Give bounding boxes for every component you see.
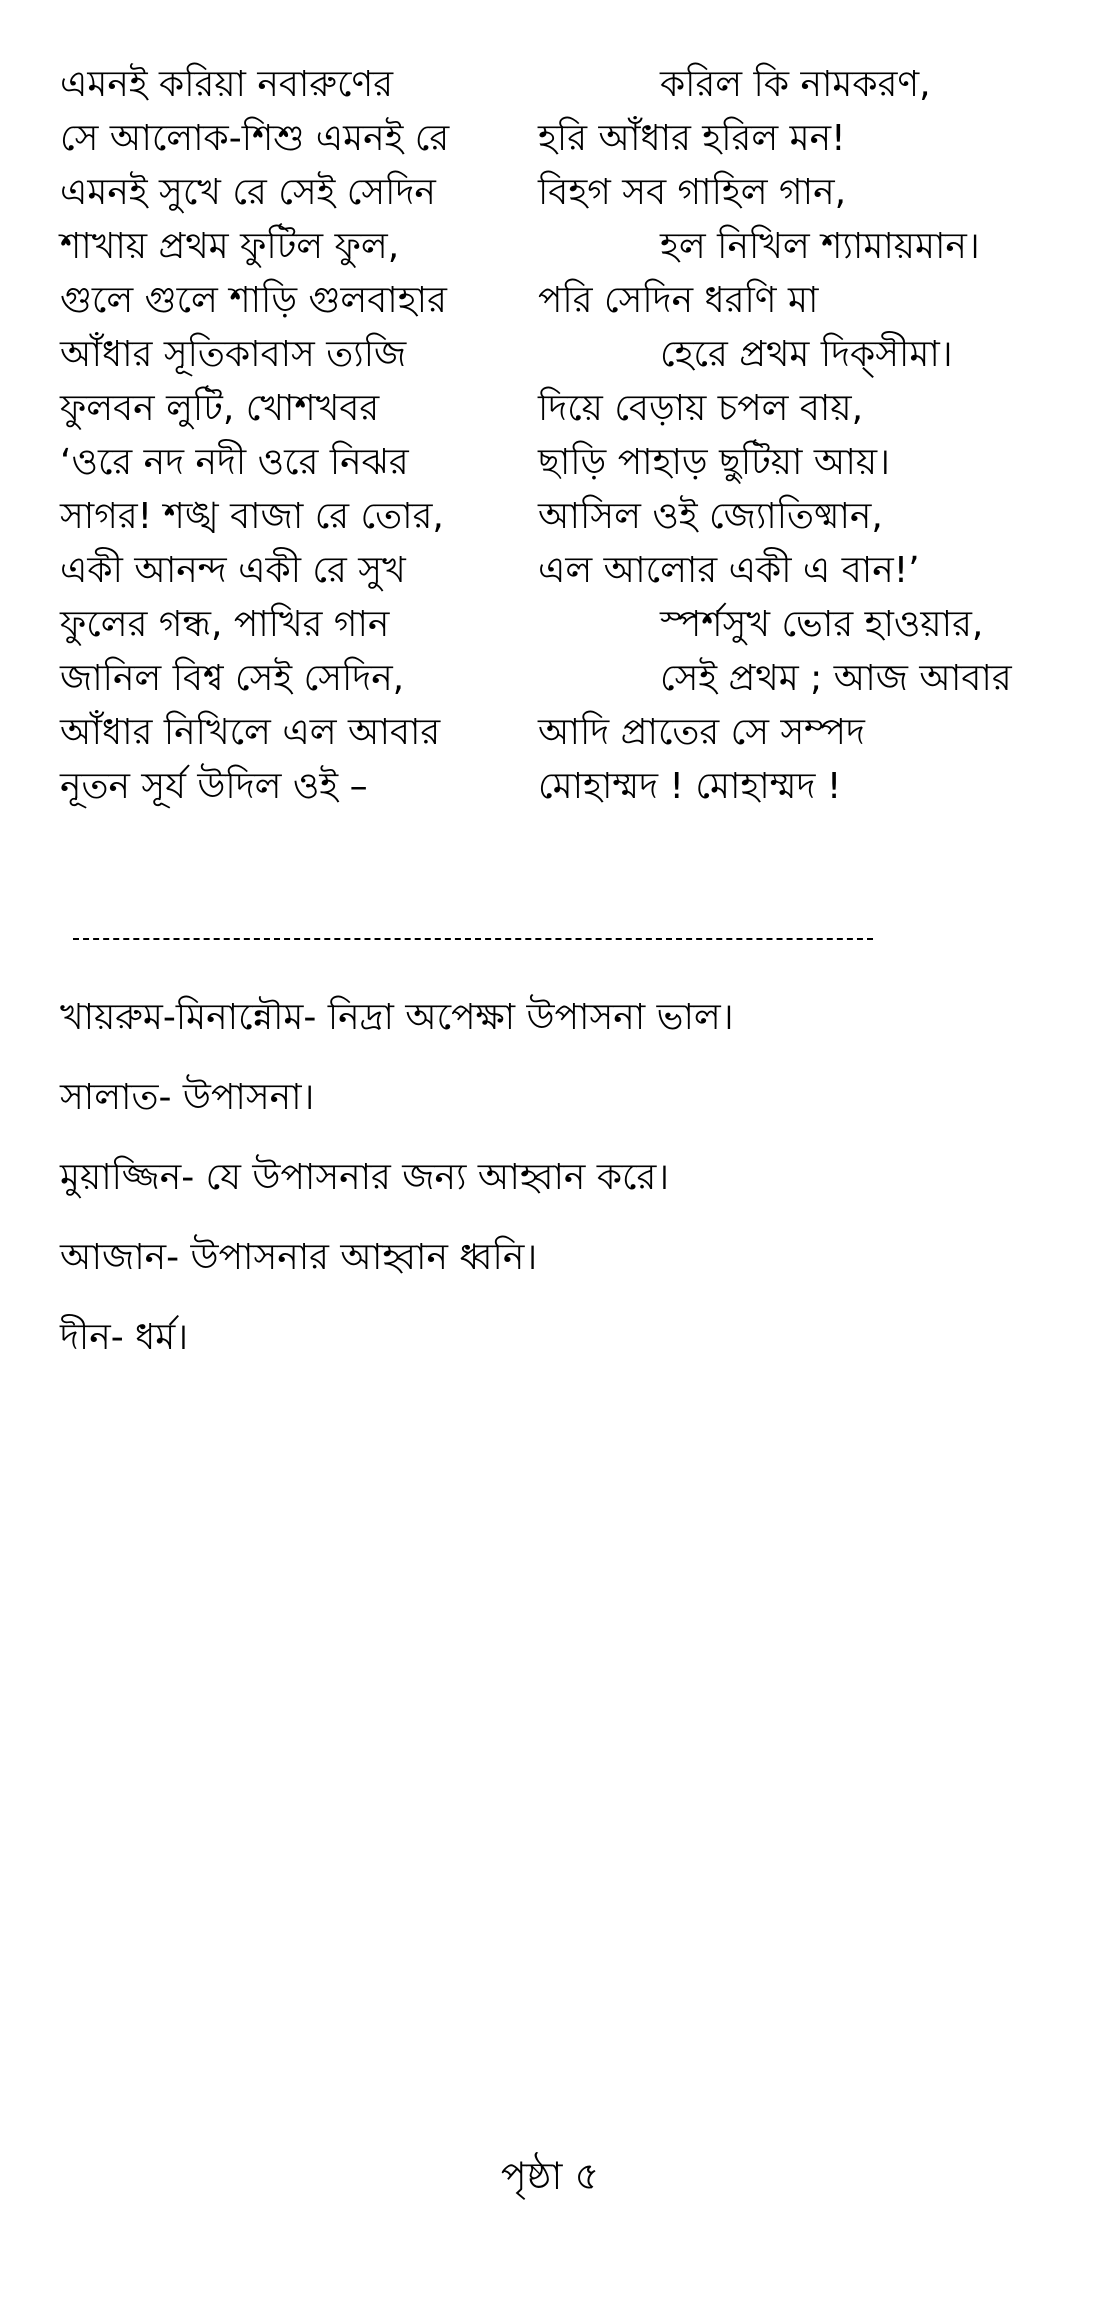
verse-right-half: বিহগ সব গাহিল গান, [538,172,847,213]
page-number: পৃষ্ঠা ৫ [500,2154,600,2198]
verse-left-half: জানিল বিশ্ব সেই সেদিন, [60,658,405,699]
glossary-item: মুয়াজ্জিন- যে উপাসনার জন্য আহ্বান করে। [60,1157,670,1198]
verse-left-half: নূতন সূর্য উদিল ওই – [60,766,368,807]
glossary-item: খায়রুম-মিনান্নৌম- নিদ্রা অপেক্ষা উপাসনা ভাল। [60,997,734,1038]
verse-left-half: আঁধার নিখিলে এল আবার [60,712,441,753]
verse-left-half: ফুলের গন্ধ, পাখির গান [60,604,390,645]
verse-left-half: ‘ওরে নদ নদী ওরে নিঝর [60,442,409,483]
verse-right-half: মোহাম্মদ ! মোহাম্মদ ! [538,766,842,807]
section-divider [73,938,873,940]
verse-right-half: দিয়ে বেড়ায় চপল বায়, [538,388,864,429]
verse-line [60,706,1060,760]
verse-line [60,652,1060,706]
verse-line [60,58,1060,112]
glossary-item: দীন- ধর্ম। [60,1317,189,1358]
verse-right-half: এল আলোর একী এ বান!’ [538,550,920,591]
verse-line [60,166,1060,220]
verse-right-half: পরি সেদিন ধরণি মা [538,280,819,321]
verse-line [60,328,1060,382]
verse-line [60,112,1060,166]
verse-right-half: আদি প্রাতের সে সম্পদ [538,712,865,753]
glossary-item: সালাত- উপাসনা। [60,1077,315,1118]
verse-line [60,544,1060,598]
verse-left-half: এমনই করিয়া নবারুণের [60,64,394,105]
verse-right-half: হেরে প্রথম দিক্‌সীমা। [660,334,953,375]
verse-line [60,382,1060,436]
verse-left-half: সাগর! শঙ্খ বাজা রে তোর, [60,496,444,537]
verse-right-half: ছাড়ি পাহাড় ছুটিয়া আয়। [538,442,890,483]
verse-left-half: শাখায় প্রথম ফুটিল ফুল, [60,226,400,267]
verse-left-half: গুলে গুলে শাড়ি গুলবাহার [60,280,447,321]
glossary-list [60,990,1060,1390]
verse-line [60,436,1060,490]
verse-line [60,490,1060,544]
verse-right-half: হরি আঁধার হরিল মন! [538,118,846,159]
verse-line [60,274,1060,328]
verse-left-half: সে আলোক-শিশু এমনই রে [60,118,450,159]
verse-left-half: একী আনন্দ একী রে সুখ [60,550,406,591]
verse-line [60,760,1060,814]
verse-left-half: এমনই সুখে রে সেই সেদিন [60,172,436,213]
poem-body [60,58,1060,814]
verse-left-half: ফুলবন লুটি, খোশখবর [60,388,380,429]
verse-right-half: হল নিখিল শ্যামায়মান। [660,226,980,267]
verse-line [60,220,1060,274]
verse-right-half: স্পর্শসুখ ভোর হাওয়ার, [660,604,984,645]
verse-right-half: করিল কি নামকরণ, [660,64,931,105]
verse-right-half: সেই প্রথম ; আজ আবার [660,658,1012,699]
verse-left-half: আঁধার সূতিকাবাস ত্যজি [60,334,407,375]
verse-line [60,598,1060,652]
glossary-item: আজান- উপাসনার আহ্বান ধ্বনি। [60,1237,538,1278]
verse-right-half: আসিল ওই জ্যোতিষ্মান, [538,496,883,537]
